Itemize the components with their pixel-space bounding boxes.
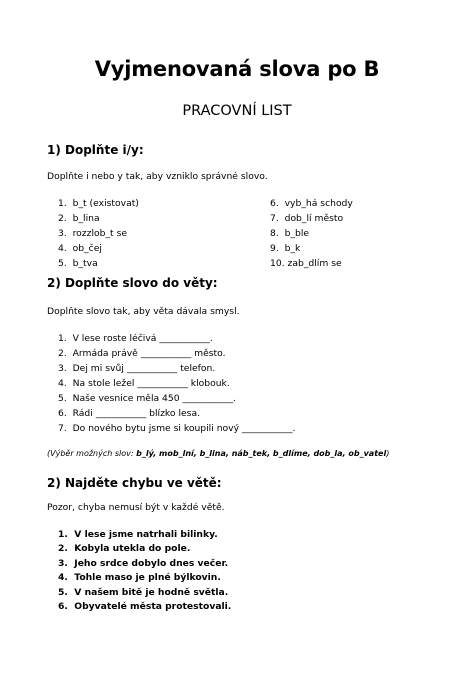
word-choice-note bbox=[47, 449, 389, 458]
list-item: 10. zab_dlím se bbox=[270, 258, 342, 269]
list-item: 5. Naše vesnice měla 450 ___________. bbox=[58, 393, 236, 404]
section2-instruction: Doplňte slovo tak, aby věta dávala smysl. bbox=[47, 306, 240, 317]
list-item: 1. V lese jsme natrhali bilinky. bbox=[58, 529, 218, 540]
list-item: 8. b_ble bbox=[270, 228, 310, 239]
section3-instruction: Pozor, chyba nemusí být v každé větě. bbox=[47, 502, 225, 513]
list-item: 4. ob_čej bbox=[58, 243, 102, 254]
list-item: 9. b_k bbox=[270, 243, 301, 254]
list-item: 6. vyb_há schody bbox=[270, 198, 353, 209]
list-item: 7. dob_lí město bbox=[270, 213, 344, 224]
list-item: 3. rozzlob_t se bbox=[58, 228, 128, 239]
list-item: 2. b_lina bbox=[58, 213, 100, 224]
section3-list bbox=[58, 528, 231, 614]
list-item: 3. Dej mi svůj ___________ telefon. bbox=[58, 363, 216, 374]
list-item: 2. Kobyla utekla do pole. bbox=[58, 543, 191, 555]
page-subtitle: PRACOVNÍ LIST bbox=[182, 103, 292, 119]
section3-heading: 2) Najděte chybu ve větě: bbox=[47, 476, 222, 490]
note-suffix: ) bbox=[386, 449, 390, 458]
list-item: 6. Rádi ___________ blízko lesa. bbox=[58, 408, 201, 419]
list-item: 5. V našem bitě je hodně světla. bbox=[58, 586, 229, 598]
list-item: 6. Obyvatelé města protestovali. bbox=[58, 601, 232, 613]
list-item: 5. b_tva bbox=[58, 258, 98, 269]
section2-heading: 2) Doplňte slovo do věty: bbox=[47, 276, 218, 290]
note-words: b_lý, mob_lní, b_lina, náb_tek, b_dlíme, dob_la, ob_vatel bbox=[136, 449, 387, 458]
list-item: 7. Do nového bytu jsme si koupili nový ___________. bbox=[58, 423, 296, 434]
section1-instruction: Doplňte i nebo y tak, aby vzniklo správné slovo. bbox=[47, 171, 268, 182]
list-item: 4. Na stole ležel ___________ klobouk. bbox=[58, 378, 230, 389]
page-title: Vyjmenovaná slova po B bbox=[94, 57, 380, 81]
section1-right-list bbox=[270, 196, 353, 271]
section1-heading: 1) Doplňte i/y: bbox=[47, 143, 144, 157]
section1-left-list bbox=[58, 196, 139, 271]
list-item: 1. b_t (existovat) bbox=[58, 198, 139, 209]
list-item: 2. Armáda právě ___________ město. bbox=[58, 348, 226, 359]
note-prefix: (Výběr možných slov: bbox=[47, 449, 137, 458]
list-item: 1. V lese roste léčivá ___________. bbox=[58, 333, 213, 344]
list-item: 3. Jeho srdce dobylo dnes večer. bbox=[58, 557, 229, 569]
section2-list bbox=[58, 331, 295, 436]
list-item: 4. Tohle maso je plné býlkovin. bbox=[58, 572, 221, 584]
